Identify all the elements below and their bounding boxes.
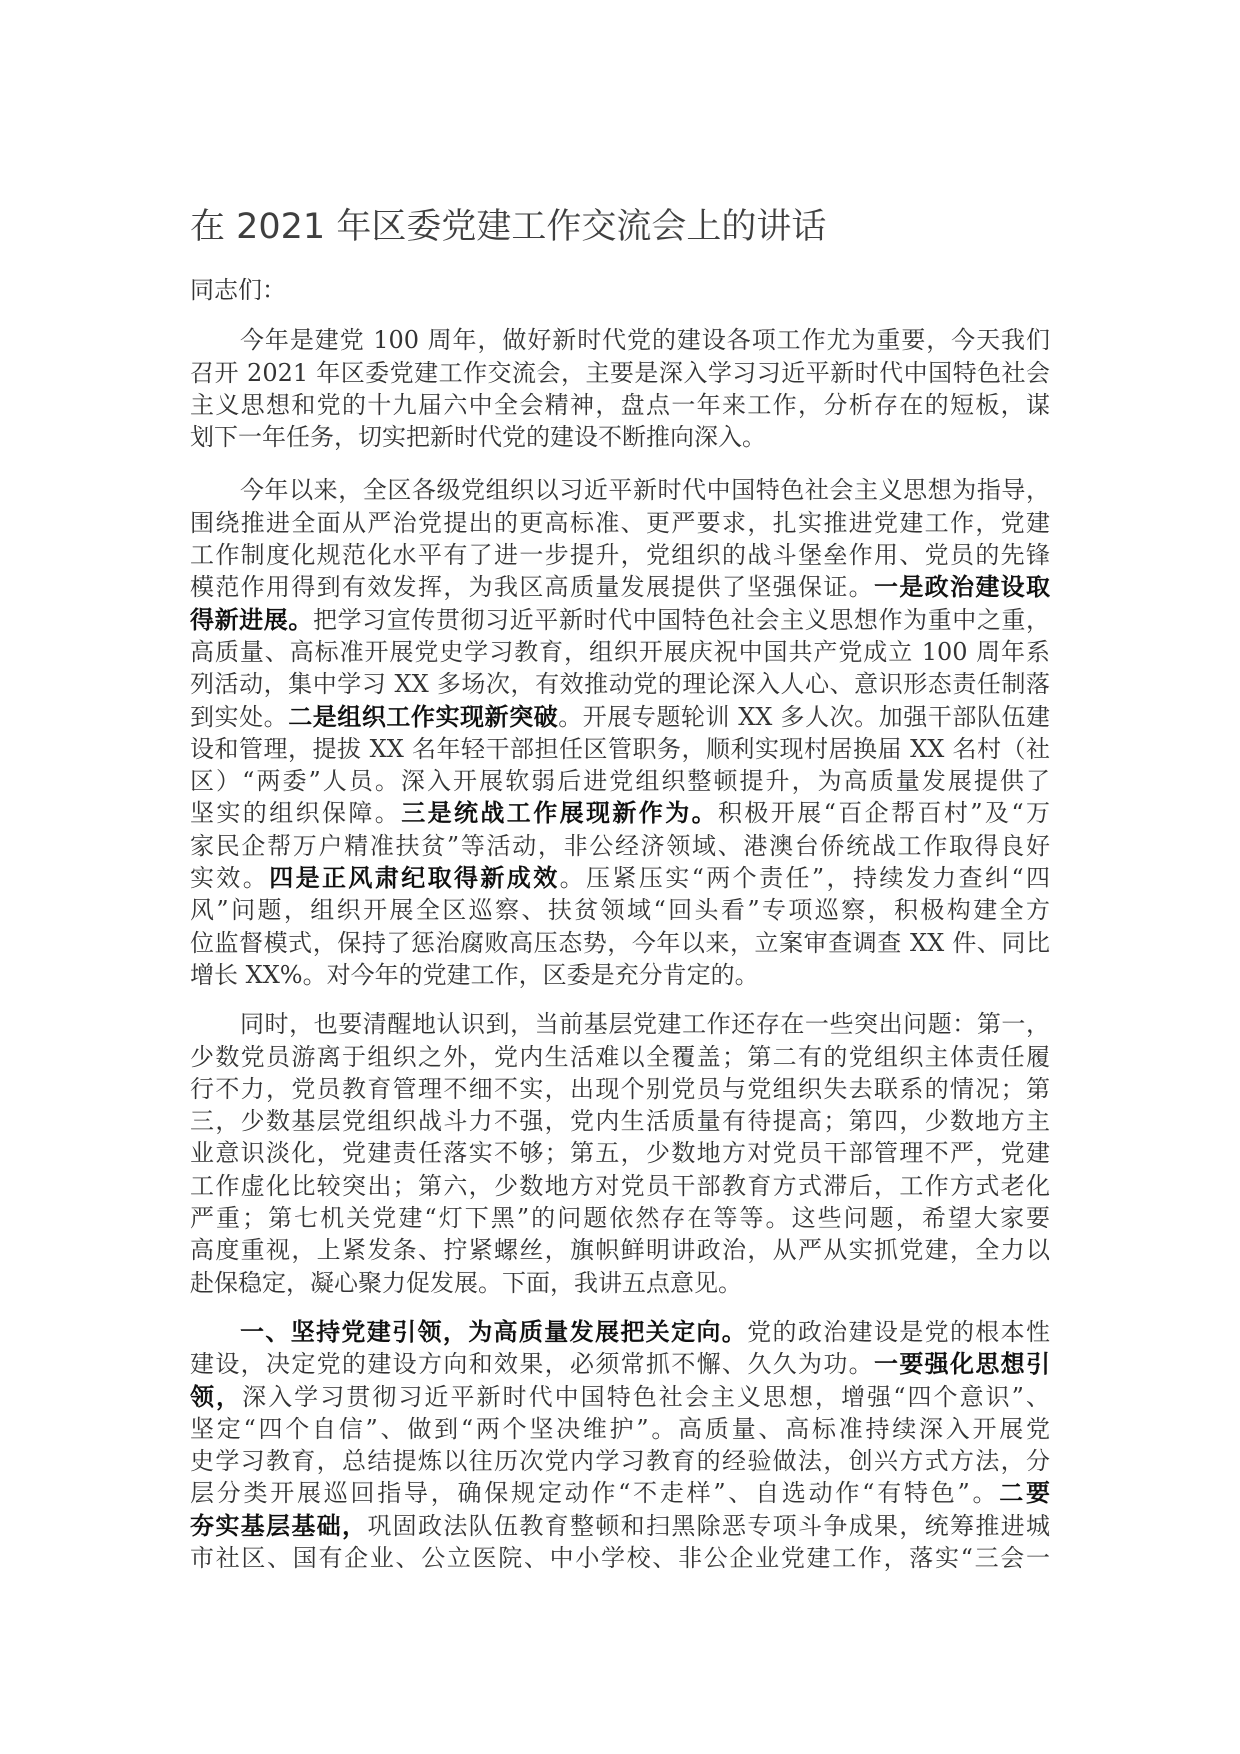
bold-heading-text: 一要强化思想引: [874, 1349, 1050, 1379]
bold-heading-text: 三是统战工作展现新作为。: [401, 798, 718, 828]
body-text: 增长 XX%。对今年的党建工作，区委是充分肯定的。: [190, 960, 759, 989]
paragraph: [190, 1316, 1050, 1574]
text-line: [190, 539, 1050, 571]
bold-heading-text: 四是正风肃纪取得新成效: [269, 863, 560, 893]
body-text: 工作制度化规范化水平有了进一步提升，党组织的战斗堡垒作用、党员的先锋: [190, 541, 1050, 570]
body-text: 实效。: [190, 864, 270, 893]
bold-heading-text: 一、坚持党建引领，为高质量发展把关定向。: [240, 1316, 748, 1346]
salutation: 同志们：: [190, 276, 286, 304]
body-text: 业意识淡化，党建责任落实不够；第五，少数地方对党员干部管理不严，党建: [190, 1139, 1050, 1168]
text-line: [190, 636, 1050, 668]
text-line: [190, 1413, 1050, 1445]
body-text: 深入学习贯彻习近平新时代中国特色社会主义思想，增强“四个意识”、: [242, 1382, 1050, 1411]
text-line: [190, 1137, 1050, 1169]
paragraph: [190, 324, 1050, 453]
body-text: 少数党员游离于组织之外，党内生活难以全覆盖；第二有的党组织主体责任履: [190, 1042, 1050, 1071]
bold-heading-text: 得新进展。: [190, 604, 313, 634]
bold-heading-text: 领，: [190, 1381, 243, 1411]
text-line: [190, 421, 1050, 453]
text-line: [190, 1381, 1050, 1413]
body-text: 位监督模式，保持了惩治腐败高压态势，今年以来，立案审查调查 XX 件、同比: [190, 928, 1050, 957]
text-line: [190, 389, 1050, 421]
body-text: 层分类开展巡回指导，确保规定动作“不走样”、自选动作“有特色”。: [190, 1479, 1000, 1508]
body-text: 围绕推进全面从严治党提出的更高标准、更严要求，扎实推进党建工作，党建: [190, 508, 1050, 537]
body-text: 坚定“四个自信”、做到“两个坚决维护”。高质量、高标准持续深入开展党: [190, 1414, 1050, 1443]
body-text: 赴保稳定，凝心聚力促发展。下面，我讲五点意见。: [190, 1268, 742, 1297]
text-line: [190, 474, 1050, 506]
body-text: 建设，决定党的建设方向和效果，必须常抓不懈、久久为功。: [190, 1350, 874, 1379]
text-line: [190, 1170, 1050, 1202]
body-text: 家民企帮万户精准扶贫”等活动，非公经济领域、港澳台侨统战工作取得良好: [190, 831, 1050, 860]
body-text: 党的政治建设是党的根本性: [747, 1317, 1051, 1346]
text-line: [190, 894, 1050, 926]
body-text: 三，少数基层党组织战斗力不强，党内生活质量有待提高；第四，少数地方主: [190, 1107, 1050, 1136]
body-text: 模范作用得到有效发挥，为我区高质量发展提供了坚强保证。: [190, 573, 874, 602]
text-line: [190, 733, 1050, 765]
text-line: [190, 604, 1050, 636]
body-text: 行不力，党员教育管理不细不实，出现个别党员与党组织失去联系的情况；第: [190, 1074, 1050, 1103]
body-text: 高度重视，上紧发条、拧紧螺丝，旗帜鲜明讲政治，从严从实抓党建，全力以: [190, 1236, 1050, 1265]
body-text: 。压紧压实“两个责任”，持续发力查纠“四: [559, 864, 1051, 893]
text-line: [190, 324, 1050, 356]
text-line: [190, 1348, 1050, 1380]
body-text: 积极开展“百企帮百村”及“万: [718, 799, 1051, 828]
text-line: [190, 1008, 1050, 1040]
document-page: [190, 205, 1050, 1574]
body-text: 区）“两委”人员。深入开展软弱后进党组织整顿提升，为高质量发展提供了: [190, 767, 1050, 796]
body-text: 风”问题，组织开展全区巡察、扶贫领域“回头看”专项巡察，积极构建全方: [190, 896, 1050, 925]
text-line: [190, 765, 1050, 797]
text-line: [190, 1267, 1050, 1299]
text-line: [190, 1105, 1050, 1137]
text-line: [190, 959, 1050, 991]
text-line: [190, 571, 1050, 603]
text-line: [190, 357, 1050, 389]
text-line: [190, 1234, 1050, 1266]
body-text: 主义思想和党的十九届六中全会精神，盘点一年来工作，分析存在的短板，谋: [190, 390, 1050, 419]
text-line: [190, 797, 1050, 829]
paragraph: [190, 474, 1050, 991]
bold-heading-text: 一是政治建设取: [874, 572, 1050, 602]
body-text: 工作虚化比较突出；第六，少数地方对党员干部教育方式滞后，工作方式老化: [190, 1171, 1050, 1200]
bold-heading-text: 二要: [999, 1478, 1051, 1508]
body-text: 高质量、高标准开展党史学习教育，组织开展庆祝中国共产党成立 100 周年系: [190, 637, 1050, 666]
body-text: 把学习宣传贯彻习近平新时代中国特色社会主义思想作为重中之重，: [312, 605, 1051, 634]
text-line: [190, 507, 1050, 539]
text-line: [190, 701, 1050, 733]
text-line: [190, 668, 1050, 700]
text-line: [190, 862, 1050, 894]
body-text: 今年以来，全区各级党组织以习近平新时代中国特色社会主义思想为指导，: [240, 476, 1050, 505]
body-text: 史学习教育，总结提炼以往历次党内学习教育的经验做法，创兴方式方法，分: [190, 1447, 1050, 1476]
body-text: 市社区、国有企业、公立医院、中小学校、非公企业党建工作，落实“三会一: [190, 1543, 1050, 1572]
text-line: [190, 830, 1050, 862]
text-line: [190, 1202, 1050, 1234]
body-text: 同时，也要清醒地认识到，当前基层党建工作还存在一些突出问题：第一，: [240, 1010, 1050, 1039]
body-text: 划下一年任务，切实把新时代党的建设不断推向深入。: [190, 423, 766, 452]
text-line: [190, 1316, 1050, 1348]
body-text: 到实处。: [190, 702, 289, 731]
text-line: [190, 1477, 1050, 1509]
document-title: 在 2021 年区委党建工作交流会上的讲话: [190, 207, 827, 247]
body-text: 召开 2021 年区委党建工作交流会，主要是深入学习习近平新时代中国特色社会: [190, 358, 1050, 387]
text-line: [190, 1510, 1050, 1542]
text-line: [190, 927, 1050, 959]
body-text: 设和管理，提拔 XX 名年轻干部担任区管职务，顺利实现村居换届 XX 名村（社: [190, 734, 1050, 763]
text-line: [190, 1041, 1050, 1073]
text-line: [190, 1445, 1050, 1477]
text-line: [190, 1073, 1050, 1105]
text-line: [190, 1542, 1050, 1574]
body-text: 坚实的组织保障。: [190, 799, 402, 828]
paragraph: [190, 1008, 1050, 1299]
body-text: 今年是建党 100 周年，做好新时代党的建设各项工作尤为重要，今天我们: [240, 326, 1050, 355]
bold-heading-text: 二是组织工作实现新突破: [288, 701, 559, 731]
body-text: 列活动，集中学习 XX 多场次，有效推动党的理论深入人心、意识形态责任制落: [190, 670, 1050, 699]
body-text: 。开展专题轮训 XX 多人次。加强干部队伍建: [558, 702, 1051, 731]
bold-heading-text: 夯实基层基础，: [190, 1510, 368, 1540]
body-text: 严重；第七机关党建“灯下黑”的问题依然存在等等。这些问题，希望大家要: [190, 1204, 1050, 1233]
body-text: 巩固政法队伍教育整顿和扫黑除恶专项斗争成果，统筹推进城: [367, 1511, 1051, 1540]
document-body: [190, 324, 1050, 1574]
